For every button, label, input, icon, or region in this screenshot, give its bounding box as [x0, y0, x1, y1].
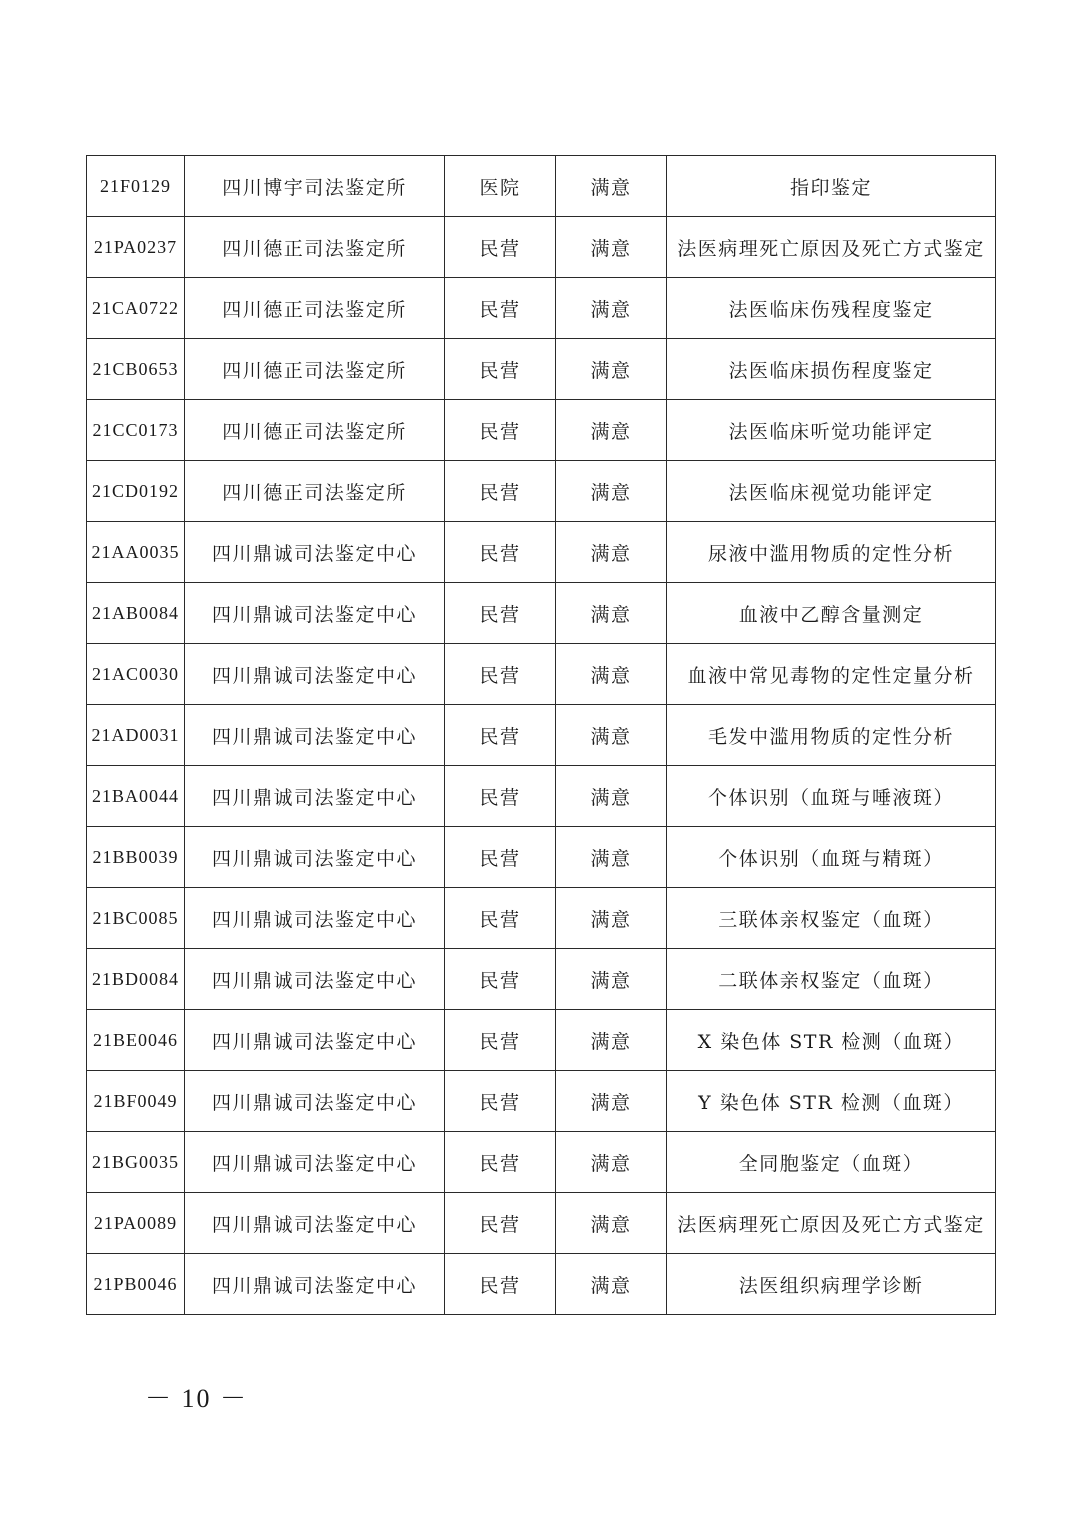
results-table — [86, 155, 996, 1315]
cell-institution: 四川鼎诚司法鉴定中心 — [185, 827, 445, 888]
table-body — [87, 156, 996, 1315]
cell-code: 21PA0237 — [87, 217, 185, 278]
table-row — [87, 827, 996, 888]
cell-institution: 四川德正司法鉴定所 — [185, 278, 445, 339]
cell-rating: 满意 — [556, 705, 667, 766]
cell-code: 21BF0049 — [87, 1071, 185, 1132]
cell-rating: 满意 — [556, 766, 667, 827]
cell-code: 21F0129 — [87, 156, 185, 217]
cell-item: 毛发中滥用物质的定性分析 — [667, 705, 996, 766]
table-row — [87, 217, 996, 278]
cell-type: 民营 — [445, 400, 556, 461]
cell-rating: 满意 — [556, 888, 667, 949]
cell-institution: 四川德正司法鉴定所 — [185, 461, 445, 522]
cell-item: 三联体亲权鉴定（血斑） — [667, 888, 996, 949]
cell-item: 个体识别（血斑与唾液斑） — [667, 766, 996, 827]
cell-code: 21BD0084 — [87, 949, 185, 1010]
cell-type: 民营 — [445, 1010, 556, 1071]
cell-type: 民营 — [445, 1071, 556, 1132]
cell-rating: 满意 — [556, 949, 667, 1010]
cell-item: 法医组织病理学诊断 — [667, 1254, 996, 1315]
cell-code: 21BE0046 — [87, 1010, 185, 1071]
cell-rating: 满意 — [556, 1254, 667, 1315]
table-row — [87, 156, 996, 217]
cell-type: 民营 — [445, 644, 556, 705]
table-row — [87, 705, 996, 766]
cell-item: 法医临床视觉功能评定 — [667, 461, 996, 522]
cell-type: 民营 — [445, 461, 556, 522]
cell-institution: 四川鼎诚司法鉴定中心 — [185, 888, 445, 949]
cell-item: 法医病理死亡原因及死亡方式鉴定 — [667, 1193, 996, 1254]
table-row — [87, 1071, 996, 1132]
table-row — [87, 339, 996, 400]
table-row — [87, 1010, 996, 1071]
cell-code: 21AC0030 — [87, 644, 185, 705]
cell-institution: 四川博宇司法鉴定所 — [185, 156, 445, 217]
cell-institution: 四川鼎诚司法鉴定中心 — [185, 1071, 445, 1132]
cell-institution: 四川鼎诚司法鉴定中心 — [185, 705, 445, 766]
cell-type: 民营 — [445, 1254, 556, 1315]
cell-item: 法医病理死亡原因及死亡方式鉴定 — [667, 217, 996, 278]
cell-institution: 四川鼎诚司法鉴定中心 — [185, 583, 445, 644]
cell-rating: 满意 — [556, 522, 667, 583]
cell-type: 民营 — [445, 339, 556, 400]
cell-institution: 四川鼎诚司法鉴定中心 — [185, 949, 445, 1010]
cell-institution: 四川鼎诚司法鉴定中心 — [185, 766, 445, 827]
cell-item: 血液中乙醇含量测定 — [667, 583, 996, 644]
cell-institution: 四川鼎诚司法鉴定中心 — [185, 1010, 445, 1071]
cell-type: 民营 — [445, 705, 556, 766]
cell-code: 21BC0085 — [87, 888, 185, 949]
cell-type: 民营 — [445, 1132, 556, 1193]
cell-item: 二联体亲权鉴定（血斑） — [667, 949, 996, 1010]
cell-institution: 四川德正司法鉴定所 — [185, 217, 445, 278]
table-row — [87, 1193, 996, 1254]
cell-rating: 满意 — [556, 644, 667, 705]
cell-rating: 满意 — [556, 156, 667, 217]
table-row — [87, 583, 996, 644]
cell-type: 民营 — [445, 766, 556, 827]
table-row — [87, 888, 996, 949]
cell-type: 民营 — [445, 888, 556, 949]
cell-code: 21AD0031 — [87, 705, 185, 766]
cell-code: 21CC0173 — [87, 400, 185, 461]
table-row — [87, 278, 996, 339]
cell-rating: 满意 — [556, 1010, 667, 1071]
cell-item: 指印鉴定 — [667, 156, 996, 217]
cell-type: 民营 — [445, 522, 556, 583]
cell-item: 个体识别（血斑与精斑） — [667, 827, 996, 888]
cell-item: X 染色体 STR 检测（血斑） — [667, 1010, 996, 1071]
table-row — [87, 1254, 996, 1315]
table-row — [87, 400, 996, 461]
cell-institution: 四川德正司法鉴定所 — [185, 339, 445, 400]
cell-item: 法医临床伤残程度鉴定 — [667, 278, 996, 339]
cell-item: 血液中常见毒物的定性定量分析 — [667, 644, 996, 705]
cell-code: 21BA0044 — [87, 766, 185, 827]
cell-code: 21AB0084 — [87, 583, 185, 644]
cell-item: 全同胞鉴定（血斑） — [667, 1132, 996, 1193]
cell-type: 民营 — [445, 949, 556, 1010]
cell-item: 法医临床听觉功能评定 — [667, 400, 996, 461]
cell-item: 法医临床损伤程度鉴定 — [667, 339, 996, 400]
cell-institution: 四川鼎诚司法鉴定中心 — [185, 1132, 445, 1193]
cell-rating: 满意 — [556, 1071, 667, 1132]
cell-code: 21CA0722 — [87, 278, 185, 339]
table-row — [87, 461, 996, 522]
cell-type: 民营 — [445, 1193, 556, 1254]
cell-code: 21PB0046 — [87, 1254, 185, 1315]
cell-item: Y 染色体 STR 检测（血斑） — [667, 1071, 996, 1132]
cell-rating: 满意 — [556, 217, 667, 278]
cell-institution: 四川鼎诚司法鉴定中心 — [185, 644, 445, 705]
cell-rating: 满意 — [556, 400, 667, 461]
cell-institution: 四川鼎诚司法鉴定中心 — [185, 1254, 445, 1315]
cell-type: 民营 — [445, 278, 556, 339]
cell-code: 21CB0653 — [87, 339, 185, 400]
cell-code: 21CD0192 — [87, 461, 185, 522]
cell-type: 民营 — [445, 583, 556, 644]
cell-rating: 满意 — [556, 1132, 667, 1193]
cell-code: 21BG0035 — [87, 1132, 185, 1193]
cell-rating: 满意 — [556, 461, 667, 522]
cell-code: 21AA0035 — [87, 522, 185, 583]
cell-rating: 满意 — [556, 278, 667, 339]
cell-institution: 四川鼎诚司法鉴定中心 — [185, 522, 445, 583]
table-row — [87, 1132, 996, 1193]
cell-rating: 满意 — [556, 1193, 667, 1254]
cell-type: 民营 — [445, 827, 556, 888]
cell-rating: 满意 — [556, 827, 667, 888]
cell-rating: 满意 — [556, 339, 667, 400]
table-row — [87, 949, 996, 1010]
cell-type: 医院 — [445, 156, 556, 217]
cell-type: 民营 — [445, 217, 556, 278]
cell-code: 21BB0039 — [87, 827, 185, 888]
cell-rating: 满意 — [556, 583, 667, 644]
table-row — [87, 522, 996, 583]
cell-institution: 四川鼎诚司法鉴定中心 — [185, 1193, 445, 1254]
cell-code: 21PA0089 — [87, 1193, 185, 1254]
table-row — [87, 766, 996, 827]
table-row — [87, 644, 996, 705]
cell-institution: 四川德正司法鉴定所 — [185, 400, 445, 461]
page-number: － 10 － — [145, 1384, 249, 1413]
cell-item: 尿液中滥用物质的定性分析 — [667, 522, 996, 583]
